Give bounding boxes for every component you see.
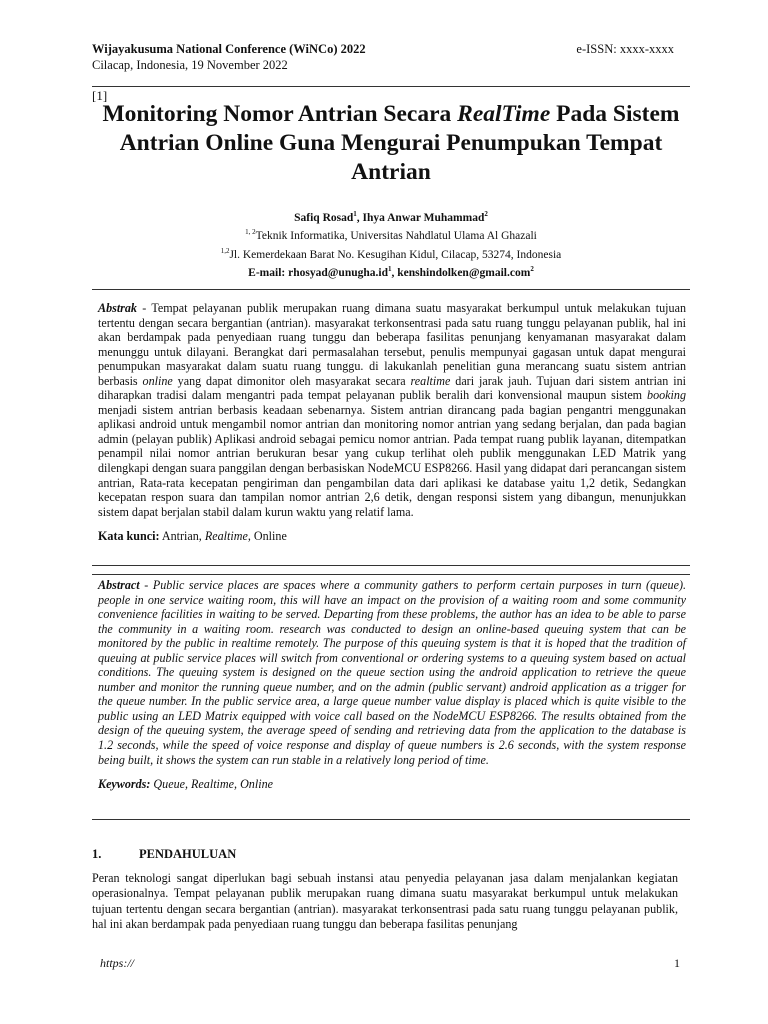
header-rule	[92, 86, 690, 87]
abstrak-text	[92, 301, 692, 519]
abstract-body: Public service places are spaces where a community gathers to perform certain purposes in turn (queue). people in one service waiting room, this will have an impact on the provision of a waiting room and some community convenience facilities in waiting to be served. Departing from these problems, the author has an idea to be able to parse the community in a waiting room. research was conducted to design an online-based queuing system that can be monitored by the public in realtime remotely. The purpose of this queuing system is that it is hoped that the tradition of queuing at public service places will switch from conventional or ordering systems to a queuing system based on actual conditions. The queuing system is designed on the queue section using the android application to retrieve the queue number and monitor the running queue number, and on the admin (public servant) android application as a trigger for the queue number. In the public service area, a large queue number value display is placed which is quite visible to the public using an LED Matrix equipped with voice call based on the NodeMCU ESP8266. The results obtained from the design of the queuing system, the average speed of sending and retrieving data from the application to the database is 1.2 seconds, while the speed of voice response and display of queue numbers is 2.6 seconds, with the system response being built, it shows the system can run stable in a relatively long period of time.	[98, 578, 686, 767]
affiliation-1-sup: 1, 2	[245, 228, 256, 237]
title-italic: RealTime	[457, 101, 551, 127]
abstrak-top-rule	[92, 289, 690, 290]
affiliation-2	[92, 244, 690, 262]
abstrak-italic-3: booking	[647, 388, 686, 403]
abstrak-text-2: yang dapat dimonitor oleh masyarakat secara	[172, 373, 411, 388]
affiliation-2-sup: 1,2	[220, 246, 230, 255]
email-1-sup: 1	[387, 264, 392, 273]
section-body: Peran teknologi sangat diperlukan bagi sebuah instansi atau penyedia pelayanan jasa dalam menjalankan kegiatan operasionalnya. Tempat pelayanan publik merupakan ruang dimana suatu masyarakat berkumpul untuk melakukan tujuan tertentu dengan secara bergantian (antrian). masyarakat terkonsentrasi pada satu ruang tunggu pelayanan publik, hal ini akan berdampak pada penyediaan ruang tunggu dan beberapa fasilitas penunjang	[92, 871, 678, 931]
affiliation-1-text: Teknik Informatika, Universitas Nahdlatul Ulama Al Ghazali	[255, 230, 537, 243]
abstract-section	[92, 578, 692, 792]
author-2-sup: 2	[484, 210, 488, 218]
keywords-label: Keywords:	[98, 777, 151, 792]
abstrak-italic-1: online	[142, 373, 173, 388]
abstract-bottom-rule	[92, 819, 690, 820]
footer-url[interactable]: https://	[100, 956, 135, 970]
conference-location-date: Cilacap, Indonesia, 19 November 2022	[92, 58, 288, 72]
abstrak-dash: -	[136, 301, 152, 315]
author-2: Ihya Anwar Muhammad	[362, 211, 485, 224]
kata-kunci-label: Kata kunci:	[98, 529, 160, 544]
abstrak-text-4: menjadi sistem antrian berbasis keadaan sebenarnya. Sistem antrian dirancang pada bagian pengantri menggunakan aplikasi android untuk mengambil nomor antrian dan monitoring nomor antrian yang sedang berjalan, dan pada bagian admin (pelayan publik) Aplikasi android sebagai pemicu nomor antrian. Pada tempat ruang publik layanan, ditempatkan penampil nilai nomor antrian berukuran besar yang cukup terlihat oleh publik menggunakan LED Matrik yang dilengkapi dengan suara panggilan dengan berbasiskan NodeMCU ESP8266. Hasil yang didapat dari perancangan sistem antrian, Rata-rata kecepatan pengiriman dan pengambilan data dari aplikasi ke database yaitu 1,2 detik, Sedangkan kecepatan respon suara dan tampilan nomor antrian 2,6 detik, dengan responsi sistem yang dibangun, menunjukkan sistem dapat berjalan stabil dalam kurun waktu yang relatif lama.	[98, 402, 686, 519]
email-2[interactable]: kenshindolken@gmail.com	[397, 266, 531, 279]
keywords	[92, 777, 692, 792]
issn: e-ISSN: xxxx-xxxx	[576, 42, 674, 56]
email-line	[92, 262, 690, 280]
page-number: 1	[674, 956, 680, 970]
keywords-text: Queue, Realtime, Online	[150, 777, 273, 792]
author-block	[92, 207, 690, 280]
kata-kunci-3: , Online	[247, 529, 287, 544]
abstrak-italic-2: realtime	[410, 373, 451, 388]
author-1-sup: 1	[353, 210, 357, 218]
section-number: 1.	[92, 847, 102, 861]
section-title: PENDAHULUAN	[139, 847, 237, 861]
abstrak-label: Abstrak	[98, 301, 137, 315]
running-header	[92, 41, 366, 73]
kata-kunci	[92, 529, 692, 544]
abstract-text	[92, 578, 692, 767]
abstrak-text-1: Tempat pelayanan publik merupakan ruang dimana suatu masyarakat berkumpul untuk melakukan tujuan tertentu dengan secara bergantian (antrian). masyarakat terkonsentrasi pada satu ruang tunggu pelayanan publik, hal ini akan berdampak pada penyediaan ruang tunggu dan beberapa fasilitas penunjang kenyamanan masyarakat dalam menunggu untuk dilayani. Berangkat dari permasalahan tersebut, penulis mempunyai gagasan untuk dapat mengurai penumpukan masyarakat dalam suatu ruang tunggu. di lakukanlah penelitian guna merancang suatu sistem antrian berbasis	[98, 301, 686, 388]
email-1[interactable]: rhosyad@unugha.id	[288, 266, 388, 279]
reference-tag: [1]	[92, 88, 108, 103]
abstract-dash: -	[139, 578, 153, 592]
affiliation-1	[92, 225, 690, 243]
abstract-label: Abstract	[98, 578, 140, 592]
abstrak-section	[92, 301, 692, 544]
abstract-top-rule	[92, 574, 690, 575]
kata-kunci-1: Antrian,	[159, 529, 205, 544]
author-1: Safiq Rosad	[294, 211, 354, 224]
conference-name: Wijayakusuma National Conference (WiNCo) 2022	[92, 42, 366, 56]
abstrak-text-3: dari jarak jauh. Tujuan dari sistem antrian ini diharapkan tradisi dalam mengantri pada tempat pelayanan publik beralih dari konvensional maupun sistem	[98, 373, 687, 403]
affiliation-2-text: Jl. Kemerdekaan Barat No. Kesugihan Kidul, Cilacap, 53274, Indonesia	[229, 248, 562, 261]
author-names	[92, 207, 690, 225]
author-separator: ,	[356, 211, 363, 224]
email-separator: ,	[391, 266, 398, 279]
title-part-2: Pada Sistem Antrian Online Guna Mengurai Penumpukan Tempat Antrian	[119, 101, 680, 185]
abstrak-bottom-rule	[92, 565, 690, 566]
section-heading	[92, 847, 236, 862]
kata-kunci-2: Realtime	[204, 529, 248, 544]
paper-title	[92, 100, 690, 187]
title-part-1: Monitoring Nomor Antrian Secara	[102, 101, 458, 127]
email-label: E-mail:	[248, 266, 289, 279]
email-2-sup: 2	[530, 264, 534, 273]
